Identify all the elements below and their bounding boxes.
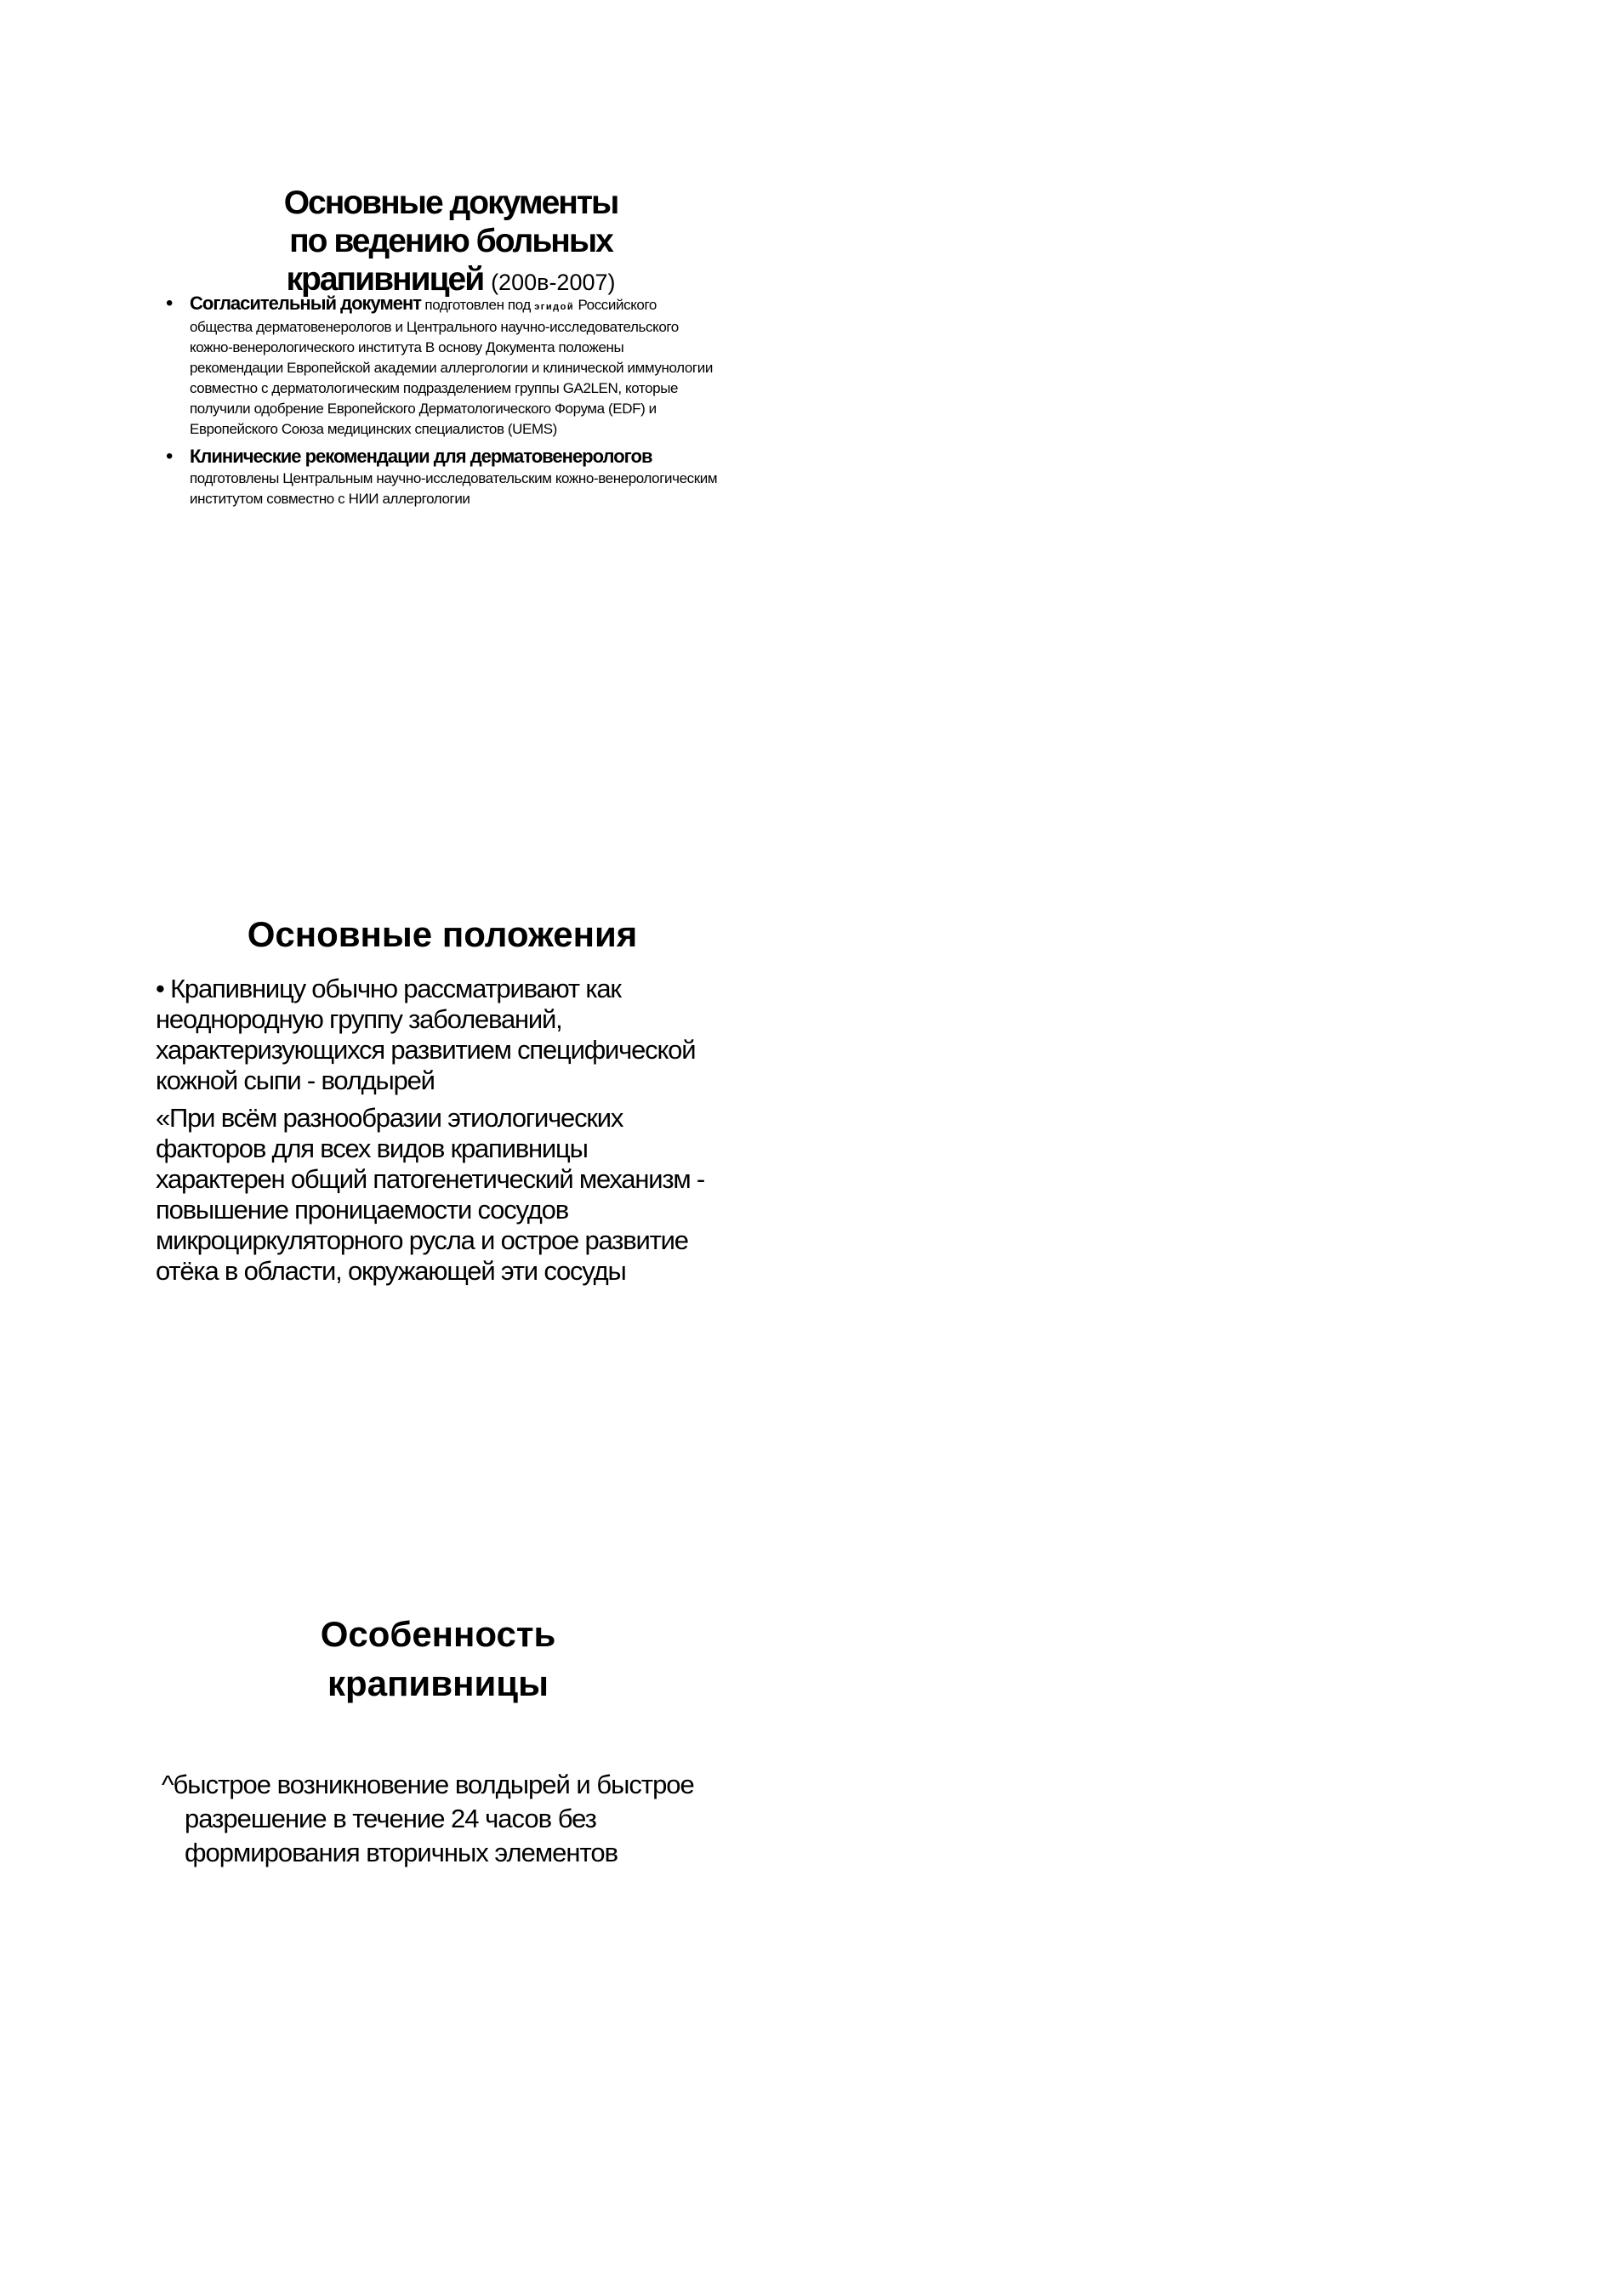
slide3-title	[213, 1610, 663, 1708]
list-item	[166, 293, 719, 440]
slide1-title-years: (200в-2007)	[491, 270, 616, 296]
slide2-title: Основные положения	[247, 913, 638, 954]
document-description-small: эгидой	[534, 302, 575, 312]
document-title: Согласительный документ	[190, 293, 422, 314]
provision-paragraph: «При всём разнообразии этиологических факторов для всех видов крапивницы характерен общий патогенетический механизм - повышение проницаемости сосудов микроциркуляторного русла и острое развитие отёка в области, окружающей эти сосуды	[156, 1103, 705, 1286]
provision-paragraph: • Крапивницу обычно рассматривают как неоднородную группу заболеваний, характеризующихся развитием специфической кожной сыпи - волдырей	[156, 974, 696, 1095]
slide1-title	[213, 184, 689, 302]
slide2-body	[156, 974, 717, 1287]
slide3-title-line1: Особенность	[320, 1613, 556, 1654]
document-description-rest: Российского общества дерматовенерологов и Центрального научно-исследовательского кожно-венерологического института В основу Документа положены рекомендации Европейской академии аллергологии и клинической иммунологии совместно с дерматологическим подразделением группы GA2LEN, которые получили одобрение Европейского Дерматологического Форума (EDF) и Европейского Союза медицинских специалистов (UEMS)	[190, 297, 713, 437]
list-item	[166, 446, 719, 509]
slide1-title-line2: по ведению больных	[289, 223, 612, 260]
slide3-body: ^быстрое возникновение волдырей и быстрое разрешение в течение 24 часов без формирования вторичных элементов	[162, 1770, 694, 1867]
slide3-title-line2: крапивницы	[327, 1662, 549, 1703]
document-title: Клинические рекомендации для дерматовенерологов	[190, 446, 652, 467]
document-description: подготовлены Центральным научно-исследовательским кожно-венерологическим институтом совместно с НИИ аллергологии	[190, 470, 718, 507]
slide1-title-line3: крапивницей	[286, 261, 484, 298]
document-description: подготовлен под	[424, 297, 531, 313]
slide1-title-line1: Основные документы	[283, 185, 618, 222]
documents-list	[166, 293, 719, 509]
